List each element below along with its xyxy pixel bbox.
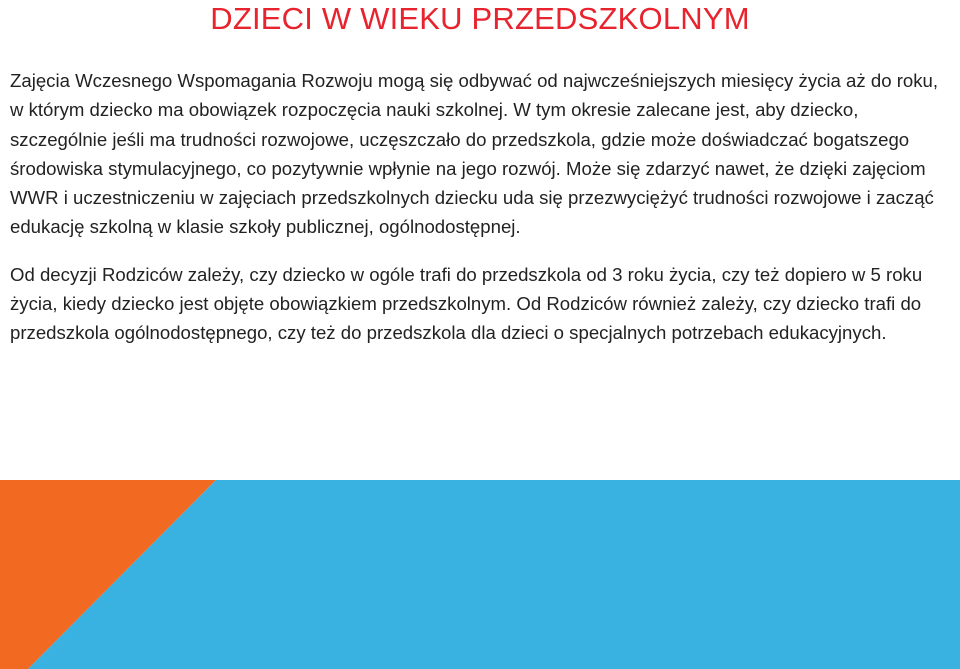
paragraph-2: Od decyzji Rodziców zależy, czy dziecko w ogóle trafi do przedszkola od 3 roku życia, czy też dopiero w 5 roku życia, kiedy dziecko jest objęte obowiązkiem przedszkolnym. Od Rodziców również zależy, czy dziecko trafi do przedszkola ogólnodostępnego, czy też do przedszkola dla dzieci o specjalnych potrzebach edukacyjnych. <box>10 263 923 344</box>
slide-body <box>10 66 955 348</box>
paragraph-1: Zajęcia Wczesnego Wspomagania Rozwoju mogą się odbywać od najwcześniejszych miesięcy życia aż do roku, w którym dziecko ma obowiązek rozpoczęcia nauki szkolnej. W tym okresie zalecane jest, aby dziecko, szczególnie jeśli ma trudności rozwojowe, uczęszczało do przedszkola, gdzie może doświadczać bogatszego środowiska stymulacyjnego, co pozytywnie wpłynie na jego rozwój. Może się zdarzyć nawet, że dzięki zajęciom WWR i uczestniczeniu w zajęciach przedszkolnych dziecku uda się przezwyciężyć trudności rozwojowe i zacząć edukację szkolną w klasie szkoły publicznej, ogólnodostępnej. <box>10 70 939 238</box>
slide-title: DZIECI W WIEKU PRZEDSZKOLNYM <box>210 1 750 36</box>
decorative-bottom-bar <box>0 480 960 669</box>
